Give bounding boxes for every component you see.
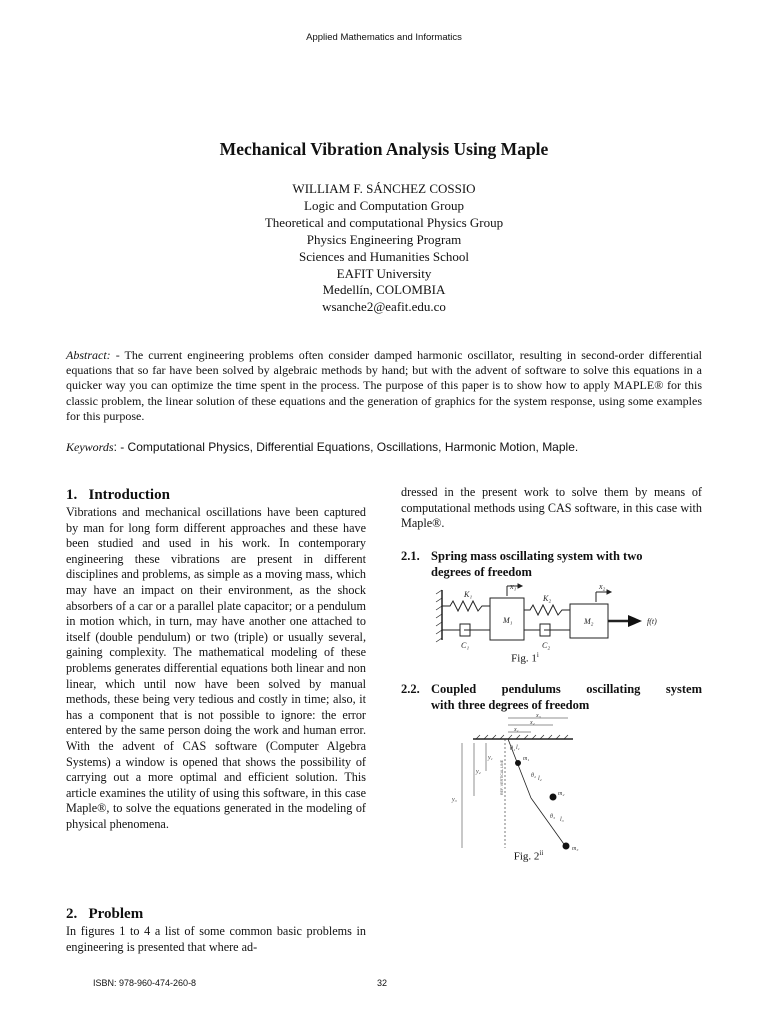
label-k2: K₂ xyxy=(543,594,552,603)
label-y2: y₂ xyxy=(476,769,481,775)
subsection-coupled-pendulums xyxy=(401,681,702,713)
figure-2-caption: Fig. 2$^{ii}$ xyxy=(513,849,544,863)
affiliation-line: Logic and Computation Group xyxy=(304,197,464,213)
author-block xyxy=(0,181,768,316)
label-theta1: θ₁ xyxy=(510,746,516,752)
label-x1: x₁ xyxy=(514,727,519,733)
figure-1-footnote-ref: i xyxy=(536,651,539,659)
section-heading: 2. Problem xyxy=(66,906,144,922)
abstract xyxy=(66,348,702,424)
label-k1: K₁ xyxy=(464,590,473,599)
label-c1: C₁ xyxy=(461,641,470,650)
label-m2: M₂ xyxy=(584,617,594,626)
label-theta3: θ₃ xyxy=(550,814,556,820)
section-problem xyxy=(66,906,366,955)
subsection-title: Coupled pendulums oscillating system xyxy=(431,682,702,696)
subsection-heading-cont: with three degrees of freedom xyxy=(431,698,590,712)
keywords-text: : - Computational Physics, Differential Equations, Oscillations, Harmonic Motion, Maple. xyxy=(113,440,579,454)
label-y3: y₃ xyxy=(452,797,457,803)
subsection-title: Spring mass oscillating system with two xyxy=(431,549,643,563)
abstract-text: - The current engineering problems often consider damped harmonic oscillator, resulting in second-order differential equations that so far have been solved by algebraic methods by hand; but with the advent of software to solve this equations in a quicker way you can optimize the time spent in the process. The purpose of this paper is to show how to apply MAPLE® for this classic problem, the linear solution of these equations and the generation of graphics for the system response, using some examples for this purpose. xyxy=(66,348,702,423)
subsection-number: 2.2. xyxy=(401,682,420,696)
label-theta2: θ₂ xyxy=(531,773,537,779)
label-m1: M₁ xyxy=(503,616,513,625)
label-l2: l₂ xyxy=(538,776,542,782)
label-l1: l₁ xyxy=(516,745,520,751)
label-ref-vertical-line: REF. VERTICAL LINE xyxy=(500,759,504,795)
label-m1: m₁ xyxy=(523,756,530,762)
label-force: f(t) xyxy=(647,617,657,626)
keywords xyxy=(66,440,702,455)
label-x1: x₁ xyxy=(510,582,517,591)
problem-paragraph: In figures 1 to 4 a list of some common basic problems in engineering is presented that where ad- xyxy=(66,924,366,954)
affiliation-line: Theoretical and computational Physics Group xyxy=(264,214,504,230)
label-y1: y₁ xyxy=(488,755,493,761)
subsection-heading-cont: degrees of freedom xyxy=(431,565,532,579)
keywords-label: Keywords xyxy=(66,440,114,454)
affiliation-line: Physics Engineering Program xyxy=(306,231,462,247)
affiliation-line: EAFIT University xyxy=(336,265,432,281)
author-email[interactable]: wsanche2@eafit.edu.co xyxy=(322,299,446,315)
figure-1-spring-mass-diagram xyxy=(432,582,672,652)
intro-paragraph: Vibrations and mechanical oscillations have been captured by man for long form different approaches and these have been studied and used in his work. In contemporary engineering these vibrations are present in different disciplines and problems, as simple as a moving mass, which may have an impact on their environment, as the shock absorbers of a car or a parallel plate capacitor; or a pendulum in motion which, in turn, may have another one attached to itself (double pendulum) or two (triple) or usually several, gaining complexity. The mathematical modeling of these problems generates differential equations both linear and non linear, which until now have been solved by manual methods, these being very tedious and costly in time; also, it has a component that is not possible to ignore: the error entered by the same person doing the work and human error. With the advent of CAS software (Computer Algebra Systems) a window is opened that shows the possibility of carrying out a more optimal and efficient solution. This article examines the utility of using this software, in this case Maple®, to solve the equations generated in the modeling of physical phenomena. xyxy=(66,505,366,831)
author-name: WILLIAM F. SÁNCHEZ COSSIO xyxy=(292,181,476,196)
journal-header: Applied Mathematics and Informatics xyxy=(306,32,462,43)
figure-1-caption: Fig. 1$^i$ xyxy=(511,651,539,665)
footer-isbn: ISBN: 978-960-474-260-8 xyxy=(93,978,197,988)
subsection-heading xyxy=(401,548,702,564)
label-c2: C₂ xyxy=(542,641,551,650)
subsection-heading xyxy=(401,681,702,697)
subsection-spring-mass xyxy=(401,548,702,580)
label-x3: x₃ xyxy=(536,713,541,719)
affiliation-line: Sciences and Humanities School xyxy=(298,248,470,264)
figure-2-coupled-pendulums-diagram xyxy=(438,713,588,853)
label-m2: m₂ xyxy=(558,791,565,797)
label-m3: m₃ xyxy=(572,846,579,852)
section-introduction xyxy=(66,487,366,832)
label-l3: l₃ xyxy=(560,817,564,823)
abstract-label: Abstract: xyxy=(66,348,111,362)
section-heading: 1. Introduction xyxy=(66,487,170,503)
label-x2: x₂ xyxy=(530,720,535,726)
paper-title: Mechanical Vibration Analysis Using Maple xyxy=(219,139,549,159)
problem-continued: dressed in the present work to solve them by means of computational methods using CAS software, in this case with Maple®. xyxy=(401,485,702,531)
figure-2-footnote-ref: ii xyxy=(539,849,544,857)
affiliation-line: Medellín, COLOMBIA xyxy=(322,282,446,298)
footer-page-number: 32 xyxy=(377,978,388,988)
subsection-number: 2.1. xyxy=(401,549,420,563)
label-x2: x₂ xyxy=(599,582,606,591)
